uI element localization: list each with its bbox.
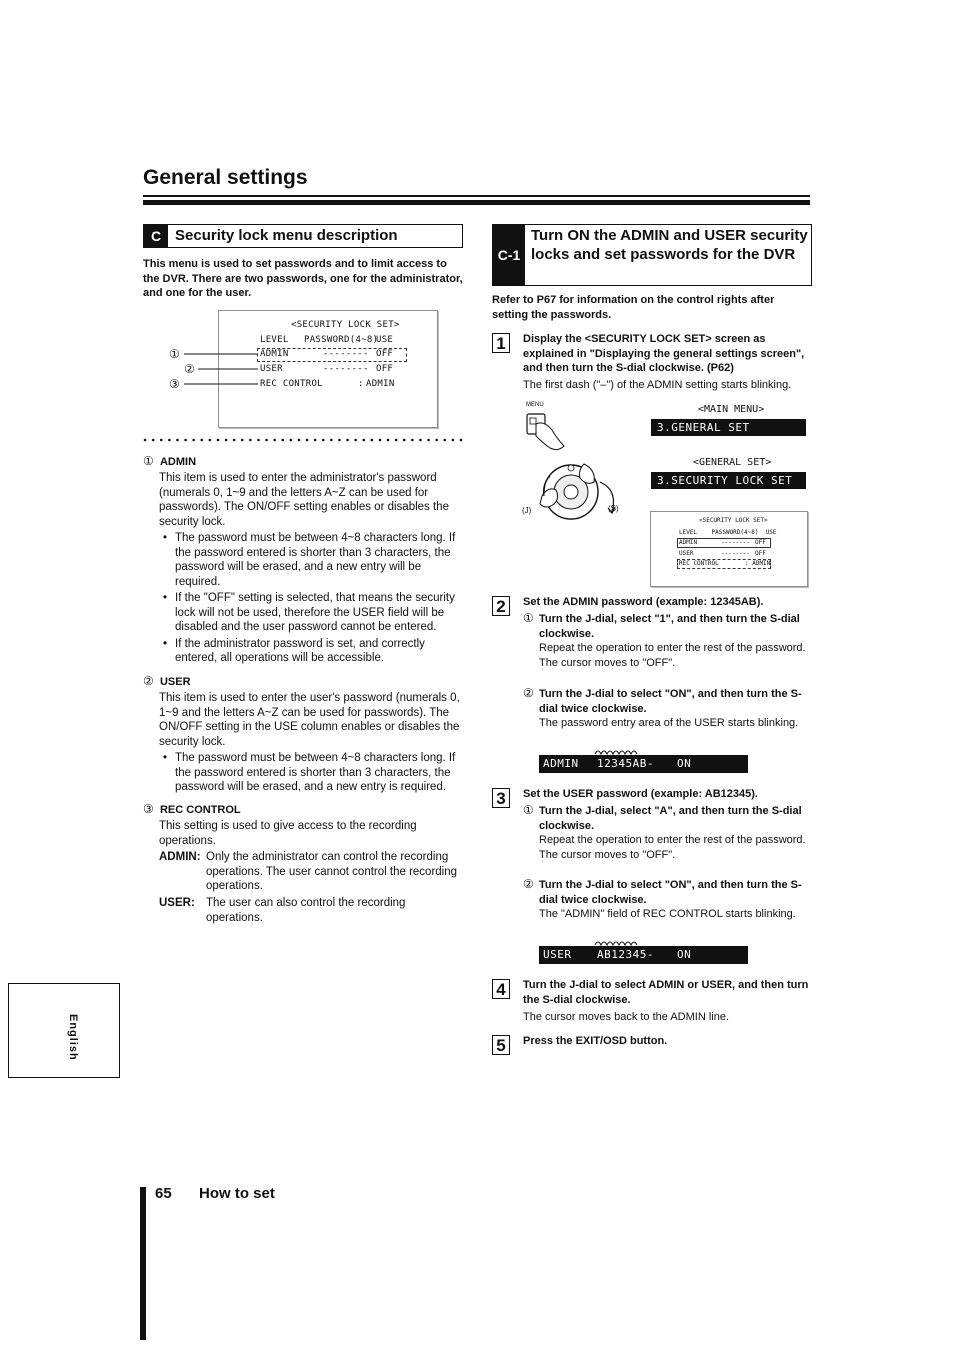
bullet-item: • The password must be between 4~8 characters long. If the password entered is shorter than 3 characters, the password will be erased, and a new entry is required.	[159, 751, 463, 795]
s-dial-label: (S)	[608, 504, 619, 513]
section-c-intro: This menu is used to set passwords and to limit access to the DVR. There are two passwords, one for the administrator, and one for the user.	[143, 258, 463, 299]
general-set-item: 3.SECURITY LOCK SET	[657, 474, 793, 487]
footer-bar	[140, 1187, 146, 1340]
bar-use: ON	[677, 757, 692, 770]
definition-term: ADMIN:	[159, 851, 201, 863]
page-title: General settings	[143, 166, 308, 189]
section-c1-title: Turn ON the ADMIN and USER security locks and set passwords for the DVR	[531, 227, 808, 263]
mini-screen-cell: ADMIN	[679, 539, 698, 546]
step-text: Set the ADMIN password (example: 12345AB).	[523, 596, 764, 608]
mini-screen-cell: --------	[721, 550, 750, 557]
step-number: 1	[492, 333, 510, 353]
screen-row-password: --------	[323, 349, 369, 359]
user-password-bar	[539, 946, 748, 964]
item-heading: ADMIN	[159, 456, 197, 468]
item-text: This setting is used to give access to the recording operations.	[159, 820, 417, 847]
definition-term: USER:	[159, 897, 195, 909]
screen-row-level: USER	[260, 364, 283, 374]
item-text: This item is used to enter the administrator's password (numerals 0, 1~9 and the letters A~Z can be used for passwords). The ON/OFF setting enables or disables the security lock.	[159, 472, 449, 528]
menu-button-label: MENU	[526, 402, 544, 408]
bar-password: AB12345-	[597, 948, 654, 961]
item-text: This item is used to enter the user's password (numerals 0, 1~9 and the letters A~Z can be used for passwords). The ON/OFF setting in the USE column enables or disables the security lock.	[159, 692, 460, 748]
bullet-item: • The password must be between 4~8 characters long. If the password entered is shorter than 3 characters, the password will be erased, and a new entry will be required.	[159, 531, 463, 589]
language-side-tab	[8, 983, 120, 1078]
item-marker: ②	[143, 674, 154, 688]
screen-row-level: ADMIN	[260, 349, 289, 359]
mini-screen-cell: --------	[721, 539, 750, 546]
step-note: The first dash ("–") of the ADMIN setting starts blinking.	[523, 379, 792, 391]
dotted-divider	[143, 437, 463, 443]
screen-row-use: ADMIN	[366, 379, 395, 389]
substep-text: Turn the J-dial, select "A", and then turn the S-dial clockwise.	[539, 805, 802, 832]
step-number: 3	[492, 788, 510, 808]
mini-screen-cell: REC CONTROL	[679, 560, 719, 567]
j-dial-label: (J)	[522, 506, 532, 515]
screen-row-use: OFF	[376, 349, 394, 359]
substep-text: Turn the J-dial to select "ON", and then turn the S-dial twice clockwise.	[539, 688, 802, 715]
callout-marker: ②	[184, 362, 195, 376]
item-user-heading-row	[143, 674, 191, 690]
substep-marker: ①	[523, 611, 534, 625]
item-marker: ③	[143, 802, 154, 816]
bar-level: USER	[543, 948, 572, 961]
item-admin-heading-row	[143, 454, 196, 470]
section-c1-letter: C-1	[493, 225, 525, 285]
substep-text: Turn the J-dial, select "1", and then turn the S-dial clockwise.	[539, 613, 800, 640]
substep-note: The password entry area of the USER starts blinking.	[539, 717, 799, 729]
section-c-header	[143, 224, 463, 248]
main-menu-selected-bar	[651, 419, 806, 436]
step-text: Set the USER password (example: AB12345).	[523, 788, 758, 800]
step-note: The cursor moves back to the ADMIN line.	[523, 1011, 730, 1023]
section-c-letter: C	[144, 225, 168, 247]
item-marker: ①	[143, 454, 154, 468]
general-set-title: <GENERAL SET>	[693, 457, 772, 468]
screen-row-use: OFF	[376, 364, 394, 374]
callout-marker: ①	[169, 347, 180, 361]
step-number: 4	[492, 979, 510, 999]
mini-screen-cell: : ADMIN	[745, 560, 771, 567]
page-number: 65	[155, 1185, 172, 1202]
item-rec-heading-row	[143, 802, 241, 818]
item-heading: REC CONTROL	[159, 804, 241, 816]
main-menu-title: <MAIN MENU>	[698, 404, 765, 415]
substep-note: Repeat the operation to enter the rest of the password. The cursor moves to "OFF".	[539, 642, 806, 669]
dial-illustration	[520, 402, 632, 520]
substep-text: Turn the J-dial to select "ON", and then turn the S-dial twice clockwise.	[539, 879, 802, 906]
substep-marker: ②	[523, 686, 534, 700]
screen-title: <SECURITY LOCK SET>	[291, 320, 400, 330]
mini-security-screen	[650, 511, 808, 587]
substep-marker: ①	[523, 803, 534, 817]
jog-shuttle-dial-icon	[520, 402, 632, 520]
general-set-selected-bar	[651, 472, 806, 489]
step-number: 5	[492, 1035, 510, 1055]
mini-screen-cell: OFF	[755, 550, 766, 557]
substep-note: The "ADMIN" field of REC CONTROL starts blinking.	[539, 908, 796, 920]
screen-row-password: --------	[323, 364, 369, 374]
step-text: Display the <SECURITY LOCK SET> screen as explained in "Displaying the general settings screen", and then turn the S-dial clockwise. (P62)	[523, 333, 805, 374]
step-text: Turn the J-dial to select ADMIN or USER, and then turn the S-dial clockwise.	[523, 979, 809, 1006]
title-rule-thick	[143, 200, 810, 205]
item-user-bullets	[159, 751, 463, 795]
definition-desc: The user can also control the recording operations.	[206, 897, 406, 924]
bullet-item: • If the administrator password is set, and correctly entered, all operations will be accessible.	[159, 637, 463, 666]
mini-screen-cell: OFF	[755, 539, 766, 546]
step-number: 2	[492, 596, 510, 616]
item-admin-bullets	[159, 531, 463, 666]
bullet-item: • If the "OFF" setting is selected, that means the security lock will not be used, therefore the USER field will be disabled and the user password cannot be entered.	[159, 591, 463, 635]
screen-header-level: LEVEL	[260, 335, 289, 345]
section-c1-header	[492, 224, 812, 286]
screen-header-use: USE	[376, 335, 394, 345]
language-tab-label: English	[67, 1014, 79, 1061]
screen-header-password: PASSWORD(4~8)	[304, 335, 379, 345]
step-text: Press the EXIT/OSD button.	[523, 1035, 668, 1047]
definition-desc: Only the administrator can control the recording operations. The user cannot control the recording operations.	[206, 851, 458, 892]
title-rule-thin	[143, 195, 810, 197]
footer-section-name: How to set	[199, 1185, 275, 1202]
mini-screen-title: <SECURITY LOCK SET>	[699, 517, 768, 524]
substep-note: Repeat the operation to enter the rest of the password. The cursor moves to "OFF".	[539, 834, 806, 861]
screen-row-level: REC CONTROL	[260, 379, 323, 389]
admin-password-bar	[539, 755, 748, 773]
mini-screen-header: LEVEL PASSWORD(4~8) USE	[679, 529, 777, 536]
bar-level: ADMIN	[543, 757, 579, 770]
section-c-title: Security lock menu description	[175, 227, 398, 244]
screen-row-password: :	[358, 379, 364, 389]
main-menu-item: 3.GENERAL SET	[657, 421, 750, 434]
section-c1-intro: Refer to P67 for information on the control rights after setting the passwords.	[492, 294, 775, 321]
item-heading: USER	[159, 676, 191, 688]
bar-use: ON	[677, 948, 692, 961]
callout-leader-lines	[180, 350, 260, 390]
substep-marker: ②	[523, 877, 534, 891]
bar-password: 12345AB-	[597, 757, 654, 770]
callout-marker: ③	[169, 377, 180, 391]
mini-screen-cell: USER	[679, 550, 694, 557]
